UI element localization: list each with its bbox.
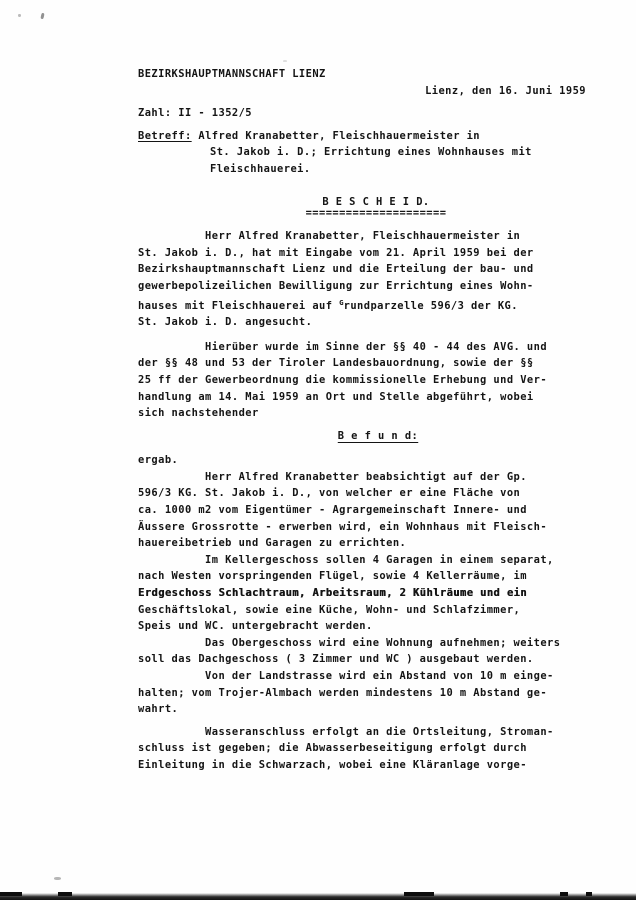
- paragraph-1-line-1: Herr Alfred Kranabetter, Fleischhauermeister in: [138, 230, 521, 243]
- paragraph-2-line-1: Hierüber wurde im Sinne der §§ 40 - 44 des AVG. und: [138, 340, 548, 353]
- raised-g-glyph: G: [339, 297, 344, 307]
- paragraph-5-line-3: Von der Landstrasse wird ein Abstand von 10 m einge-: [138, 670, 554, 682]
- paragraph-3-line-1: Herr Alfred Kranabetter beabsichtigt auf der Gp.: [138, 470, 527, 483]
- document-title: B E S C H E I D.: [322, 195, 430, 208]
- befund-heading-text: B e f u n d:: [337, 429, 419, 442]
- paragraph-4-line-2: nach Westen vorspringenden Flügel, sowie 4 Kellerräume, im: [138, 570, 527, 583]
- subject-line-2: [138, 144, 608, 161]
- paragraph-1-line-4: gewerbepolizeilichen Bewilligung zur Errichtung eines Wohn-: [138, 279, 534, 292]
- subject-line-3-text: Fleischhauerei.: [210, 162, 311, 175]
- paragraph-2-line-5: sich nachstehender: [138, 407, 259, 420]
- scan-speck: [40, 13, 44, 19]
- paragraph-6-line-2: schluss ist gegeben; die Abwasserbeseitigung erfolgt durch: [138, 742, 527, 755]
- paragraph-4-line-5: Speis und WC. untergebracht werden.: [138, 620, 373, 633]
- paragraph-3-line-2: 596/3 KG. St. Jakob i. D., von welcher er eine Fläche von: [138, 487, 521, 500]
- subject-label: Betreff:: [138, 129, 192, 142]
- paragraph-1-line-5-tail: rundparzelle 596/3 der KG.: [343, 299, 518, 312]
- paragraph-1-line-3: Bezirkshauptmannschaft Lienz und die Erteilung der bau- und: [138, 263, 534, 276]
- paragraph-4-line-4: Geschäftslokal, sowie eine Küche, Wohn- und Schlafzimmer,: [138, 603, 521, 616]
- paragraph-5-line-2: soll das Dachgeschoss ( 3 Zimmer und WC ) ausgebaut werden.: [138, 653, 534, 666]
- paragraph-3-line-3: ca. 1000 m2 vom Eigentümer - Agrargemeinschaft Innere- und: [138, 504, 527, 517]
- paragraph-6-line-3: Einleitung in die Schwarzach, wobei eine Kläranlage vorge-: [138, 758, 527, 771]
- file-number-value: II - 1352/5: [178, 107, 253, 120]
- subject-row: [138, 128, 608, 145]
- paragraph-2-line-3: 25 ff der Gewerbeordnung die kommissionelle Erhebung und Ver-: [138, 373, 548, 386]
- subject-line-1: Alfred Kranabetter, Fleischhauermeister in: [198, 129, 481, 142]
- file-number-label: Zahl:: [138, 107, 172, 120]
- scan-speck: [54, 877, 61, 880]
- paragraph-5-line-5: wahrt.: [138, 703, 179, 716]
- subject-line-2-text: St. Jakob i. D.; Errichtung eines Wohnhauses mit: [210, 146, 532, 159]
- paragraph-2-line-2: der §§ 48 und 53 der Tiroler Landesbauordnung, sowie der §§: [138, 357, 534, 370]
- paragraph-5-line-1: Das Obergeschoss wird eine Wohnung aufnehmen; weiters: [138, 636, 561, 649]
- paragraph-5-line-4: halten; vom Trojer-Almbach werden mindestens 10 m Abstand ge-: [138, 686, 548, 699]
- issuing-authority: BEZIRKSHAUPTMANNSCHAFT LIENZ: [138, 68, 326, 80]
- paragraph-1-line-5-head: hauses mit Fleischhauerei auf: [138, 299, 340, 312]
- paragraph-6-line-1: Wasseranschluss erfolgt an die Ortsleitung, Stroman-: [138, 725, 554, 738]
- paragraph-1-line-5: [138, 295, 608, 315]
- scan-speck: [283, 60, 287, 62]
- subject-line-3: [138, 161, 608, 178]
- typed-letter-body: [138, 66, 608, 774]
- paragraph-4-line-1: Im Kellergeschoss sollen 4 Garagen in einem separat,: [138, 553, 554, 566]
- ergab-line: ergab.: [138, 454, 179, 467]
- paragraph-1-line-6: St. Jakob i. D. angesucht.: [138, 316, 313, 329]
- befund-heading: [138, 428, 608, 445]
- paragraph-3-line-5: hauereibetrieb und Garagen zu errichten.: [138, 537, 407, 550]
- place-and-date: Lienz, den 16. Juni 1959: [425, 84, 586, 97]
- paragraph-4-line-3: Erdgeschoss Schlachtraum, Arbeitsraum, 2 Kühlräume und ein: [138, 587, 527, 600]
- paragraph-3-line-4: Äussere Grossrotte - erwerben wird, ein Wohnhaus mit Fleisch-: [138, 520, 548, 533]
- paragraph-1-line-2: St. Jakob i. D., hat mit Eingabe vom 21. April 1959 bei der: [138, 246, 534, 259]
- paragraph-2-line-4: handlung am 14. Mai 1959 an Ort und Stelle abgeführt, wobei: [138, 390, 534, 403]
- document-title-rule: =====================: [305, 207, 447, 220]
- scanner-bottom-edge: [0, 893, 636, 900]
- file-number-row: [138, 105, 608, 122]
- scan-speck: [18, 14, 21, 17]
